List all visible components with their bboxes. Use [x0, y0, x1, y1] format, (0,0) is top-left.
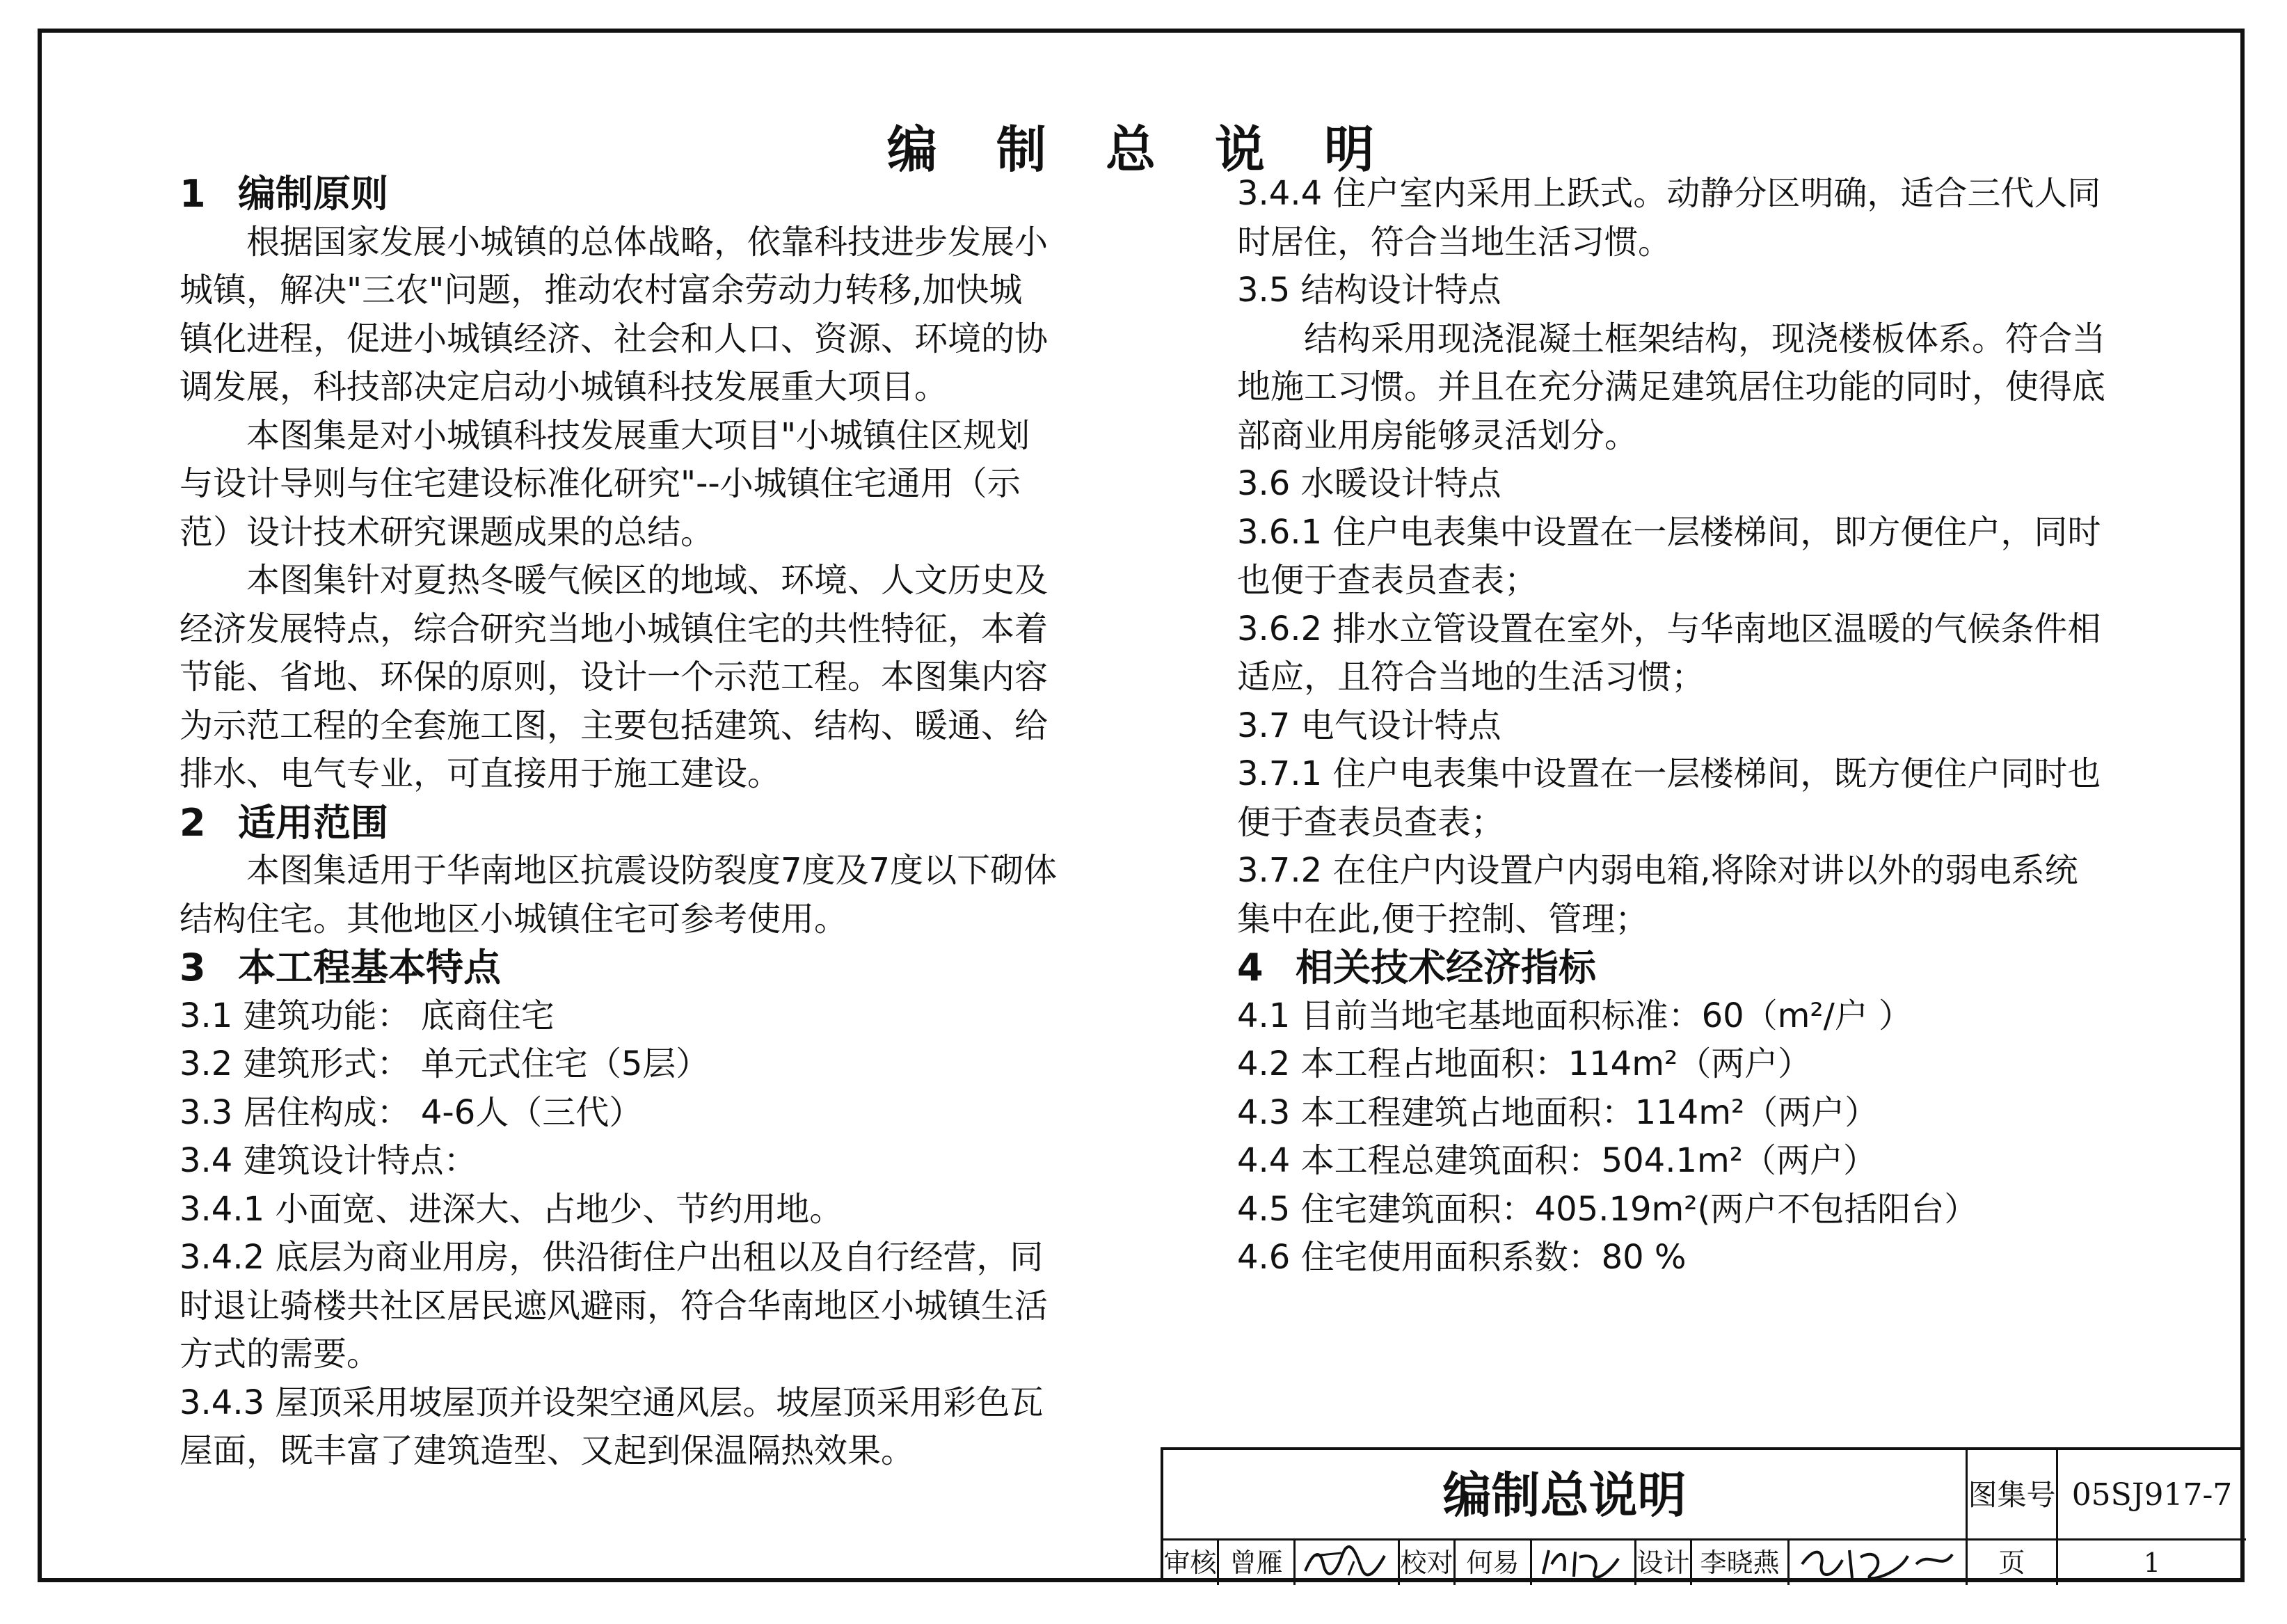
text-line: 镇化进程，促进小城镇经济、社会和人口、资源、环境的协 — [180, 319, 1049, 358]
text-line: 3.6.2 排水立管设置在室外，与华南地区温暖的气候条件相 — [1237, 609, 2101, 648]
section-number: 1 — [180, 172, 206, 216]
designer-name: 李晓燕 — [1692, 1541, 1790, 1585]
atlas-number-label: 图集号 — [1968, 1450, 2058, 1541]
text-line: 节能、省地、环保的原则，设计一个示范工程。本图集内容 — [180, 658, 1049, 696]
text-line: 3.3 居住构成： 4-6人（三代） — [180, 1092, 643, 1132]
text-line: 集中在此,便于控制、管理； — [1237, 899, 1649, 939]
text-line: 本图集适用于华南地区抗震设防裂度7度及7度以下砌体 — [246, 851, 1058, 890]
text-line: 4.4 本工程总建筑面积：504.1m²（两户） — [1237, 1141, 1877, 1180]
text-line: 与设计导则与住宅建设标准化研究"--小城镇住宅通用（示 — [180, 464, 1021, 503]
text-line: 经济发展特点，综合研究当地小城镇住宅的共性特征，本着 — [180, 609, 1049, 648]
section-heading — [1237, 944, 2142, 992]
text-line: 地施工习惯。并且在充分满足建筑居住功能的同时，使得底 — [1237, 367, 2106, 406]
text-line: 4.1 目前当地宅基地面积标准：60（m²/户 ） — [1237, 996, 1913, 1035]
text-line: 4.2 本工程占地面积：114m²（两户） — [1237, 1044, 1812, 1083]
left-column — [180, 170, 1084, 1476]
text-line: 城镇，解决"三农"问题，推动农村富余劳动力转移,加快城 — [180, 271, 1023, 310]
text-line: 便于查表员查表； — [1237, 802, 1505, 842]
page-number: 1 — [2143, 1547, 2161, 1578]
reviewer-signature — [1296, 1541, 1400, 1585]
text-line: 为示范工程的全套施工图，主要包括建筑、结构、暖通、给 — [180, 706, 1049, 745]
text-line: 4.6 住宅使用面积系数：80 % — [1237, 1238, 1687, 1277]
text-line: 排水、电气专业，可直接用于施工建设。 — [180, 754, 781, 793]
atlas-number: 05SJ917-7 — [2058, 1450, 2246, 1541]
text-line: 适应，且符合当地的生活习惯； — [1237, 658, 1705, 696]
section-number: 2 — [180, 800, 206, 845]
text-line: 本图集针对夏热冬暖气候区的地域、环境、人文历史及 — [246, 561, 1049, 600]
text-line: 3.7 电气设计特点 — [1237, 706, 1501, 745]
text-line: 部商业用房能够灵活划分。 — [1237, 415, 1639, 455]
check-label: 校对 — [1400, 1541, 1456, 1585]
checker-name: 何易 — [1456, 1541, 1532, 1585]
section-number: 4 — [1237, 946, 1264, 989]
text-line: 也便于查表员查表； — [1237, 561, 1538, 600]
page-title: 编 制 总 说 明 — [886, 120, 1396, 179]
checker-signature — [1532, 1541, 1636, 1585]
section-title: 编制原则 — [238, 172, 388, 216]
text-line: 时居住，符合当地生活习惯。 — [1237, 222, 1672, 262]
text-line: 3.7.2 在住户内设置户内弱电箱,将除对讲以外的弱电系统 — [1237, 851, 2078, 890]
text-line: 范）设计技术研究课题成果的总结。 — [180, 512, 715, 552]
text-line: 屋面，既丰富了建筑造型、又起到保温隔热效果。 — [180, 1431, 915, 1470]
section-heading — [180, 944, 1084, 992]
text-line: 方式的需要。 — [180, 1335, 381, 1374]
title-block — [1161, 1447, 2243, 1582]
text-line: 3.6 水暖设计特点 — [1237, 464, 1501, 503]
text-line: 3.4.2 底层为商业用房，供沿街住户出租以及自行经营，同 — [180, 1238, 1044, 1277]
text-line: 本图集是对小城镇科技发展重大项目"小城镇住区规划 — [246, 415, 1030, 455]
text-line: 结构住宅。其他地区小城镇住宅可参考使用。 — [180, 899, 848, 939]
section-title: 相关技术经济指标 — [1296, 946, 1596, 989]
section-title: 本工程基本特点 — [238, 946, 501, 989]
text-line: 3.4.3 屋顶采用坡屋顶并设架空通风层。坡屋顶采用彩色瓦 — [180, 1383, 1044, 1422]
reviewer-name: 曾雁 — [1219, 1541, 1296, 1585]
review-label: 审核 — [1163, 1541, 1219, 1585]
section-heading — [180, 170, 1084, 218]
text-line: 4.3 本工程建筑占地面积：114m²（两户） — [1237, 1092, 1879, 1132]
section-title: 适用范围 — [238, 800, 388, 845]
text-line: 3.5 结构设计特点 — [1237, 271, 1501, 310]
text-line: 3.6.1 住户电表集中设置在一层楼梯间，即方便住户，同时 — [1237, 512, 2101, 552]
text-line: 3.1 建筑功能： 底商住宅 — [180, 996, 555, 1035]
right-column — [1237, 170, 2142, 1282]
text-line: 根据国家发展小城镇的总体战略，依靠科技进步发展小 — [246, 222, 1049, 262]
text-line: 调发展，科技部决定启动小城镇科技发展重大项目。 — [180, 367, 948, 406]
text-line: 结构采用现浇混凝土框架结构，现浇楼板体系。符合当 — [1304, 319, 2106, 358]
text-line: 3.4 建筑设计特点： — [180, 1141, 477, 1180]
text-line: 3.4.4 住户室内采用上跃式。动静分区明确，适合三代人同 — [1237, 174, 2101, 213]
title-block-title: 编制总说明 — [1163, 1450, 1968, 1541]
text-line: 3.7.1 住户电表集中设置在一层楼梯间，既方便住户同时也 — [1237, 754, 2101, 793]
section-number: 3 — [180, 946, 206, 989]
text-line: 4.5 住宅建筑面积：405.19m²(两户不包括阳台） — [1237, 1189, 1978, 1229]
text-line: 时退让骑楼共社区居民遮风避雨，符合华南地区小城镇生活 — [180, 1286, 1049, 1326]
design-label: 设计 — [1636, 1541, 1692, 1585]
page-label: 页 — [1968, 1541, 2058, 1585]
designer-signature — [1790, 1541, 1968, 1585]
section-heading — [180, 799, 1084, 847]
text-line: 3.4.1 小面宽、进深大、占地少、节约用地。 — [180, 1189, 843, 1229]
text-line: 3.2 建筑形式： 单元式住宅（5层） — [180, 1044, 710, 1083]
